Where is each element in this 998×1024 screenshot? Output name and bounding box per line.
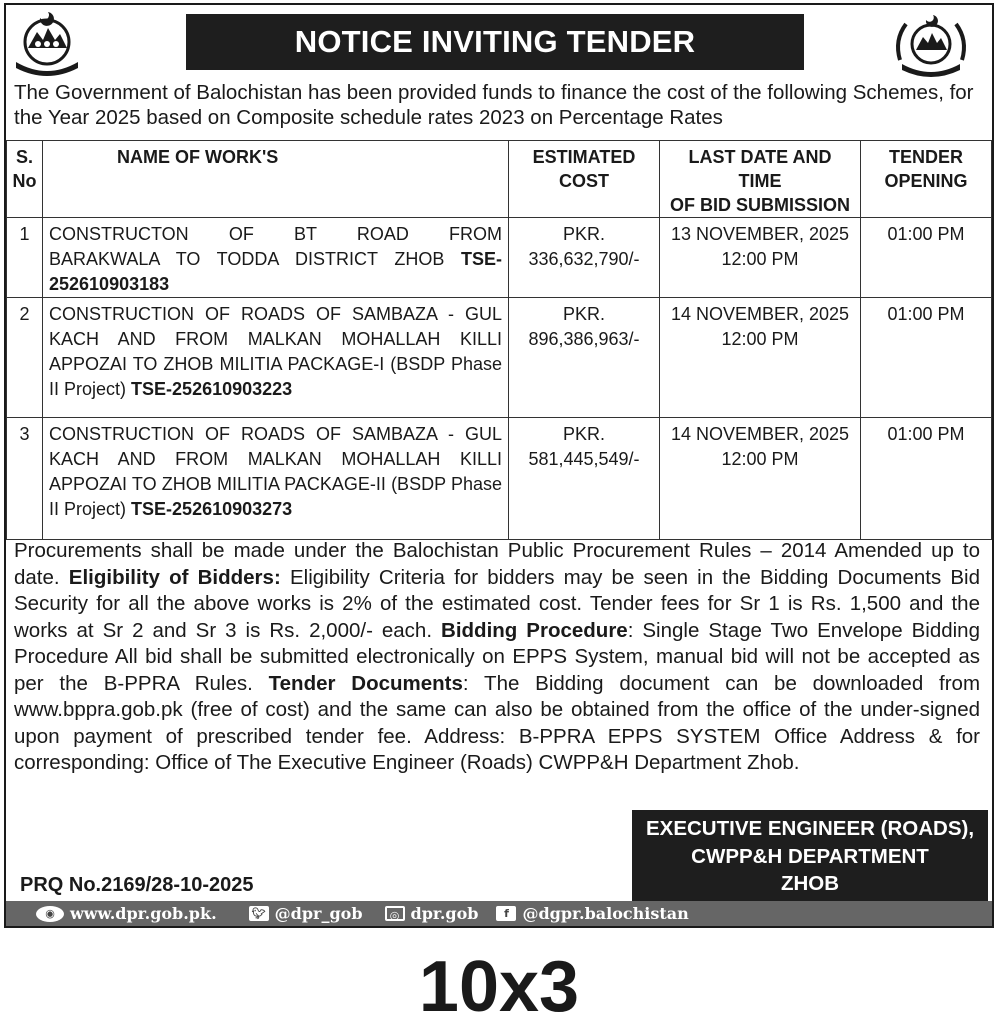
row-work: CONSTRUCTION OF ROADS OF SAMBAZA - GUL KACH AND FROM MALKAN MOHALLAH KILLI APPOZAI TO ZHOB MILITIA PACKAGE-II (BSDP Phase II Project) TSE-252610903273 [43,418,509,540]
dgpr-emblem-right [888,10,974,84]
row-opening: 01:00 PM [861,218,992,298]
ad-size-label: 10x3 [418,947,580,1024]
row-work: CONSTRUCTION OF ROADS OF SAMBAZA - GUL KACH AND FROM MALKAN MOHALLAH KILLI APPOZAI TO ZHOB MILITIA PACKAGE-I (BSDP Phase II Project) TSE-252610903223 [43,298,509,418]
intro-paragraph: The Government of Balochistan has been provided funds to finance the cost of the following Schemes, for the Year 2025 based on Composite schedule rates 2023 on Percentage Rates [14,81,974,129]
table-row [7,418,992,540]
signature-block: EXECUTIVE ENGINEER (ROADS), CWPP&H DEPARTMENT ZHOB [632,810,988,901]
row-sno: 3 [7,418,43,540]
header-work: NAME OF WORK'S [43,141,509,218]
row-date: 13 NOVEMBER, 2025 12:00 PM [660,218,861,298]
header-cost: ESTIMATED COST [509,141,660,218]
balochistan-emblem-left [10,8,84,82]
row-sno: 1 [7,218,43,298]
instagram-link[interactable]: ◎ dpr.gob [385,904,479,923]
table-row [7,298,992,418]
twitter-icon: 🐦︎ [249,906,269,921]
row-date: 14 NOVEMBER, 2025 12:00 PM [660,298,861,418]
header-opening: TENDER OPENING [861,141,992,218]
row-sno: 2 [7,298,43,418]
row-cost: PKR. 581,445,549/- [509,418,660,540]
facebook-link[interactable]: f @dgpr.balochistan [496,904,688,923]
row-cost: PKR. 336,632,790/- [509,218,660,298]
table-row [7,218,992,298]
row-opening: 01:00 PM [861,418,992,540]
row-cost: PKR. 896,386,963/- [509,298,660,418]
globe-icon: ◉ [36,906,64,922]
social-bar [6,901,992,926]
prq-number: PRQ No.2169/28-10-2025 [20,874,254,896]
website-link[interactable]: ◉ www.dpr.gob.pk. [36,904,217,923]
tender-table [6,140,992,540]
terms-paragraph: Procurements shall be made under the Balochistan Public Procurement Rules – 2014 Amended up to date. Eligibility of Bidders: Eligibility Criteria for bidders may be seen in the Bidding Documents Bid Security for all the above works is 2% of the estimated cost. Tender fees for Sr 1 is Rs. 1,500 and the works at Sr 2 and Sr 3 is Rs. 2,000/- each. Bidding Procedure: Single Stage Two Envelope Bidding Procedure All bid shall be submitted electronically on EPPS System, manual bid will not be accepted as per the B-PPRA Rules. Tender Documents: The Bidding document can be downloaded from www.bppra.gob.pk (free of cost) and the same can also be obtained from the office of the under-signed upon payment of prescribed tender fee. Address: B-PPRA EPPS SYSTEM Office Address & for corresponding: Office of The Executive Engineer (Roads) CWPP&H Department Zhob. [14,539,981,774]
facebook-icon: f [496,906,516,921]
row-date: 14 NOVEMBER, 2025 12:00 PM [660,418,861,540]
row-work: CONSTRUCTON OF BT ROAD FROM BARAKWALA TO TODDA DISTRICT ZHOB TSE-252610903183 [43,218,509,298]
header-sno: S. No [7,141,43,218]
instagram-icon: ◎ [385,906,405,921]
twitter-link[interactable]: 🐦︎ @dpr_gob [249,904,363,923]
header-date: LAST DATE AND TIME OF BID SUBMISSION [660,141,861,218]
page-title: NOTICE INVITING TENDER [186,14,804,70]
row-opening: 01:00 PM [861,298,992,418]
